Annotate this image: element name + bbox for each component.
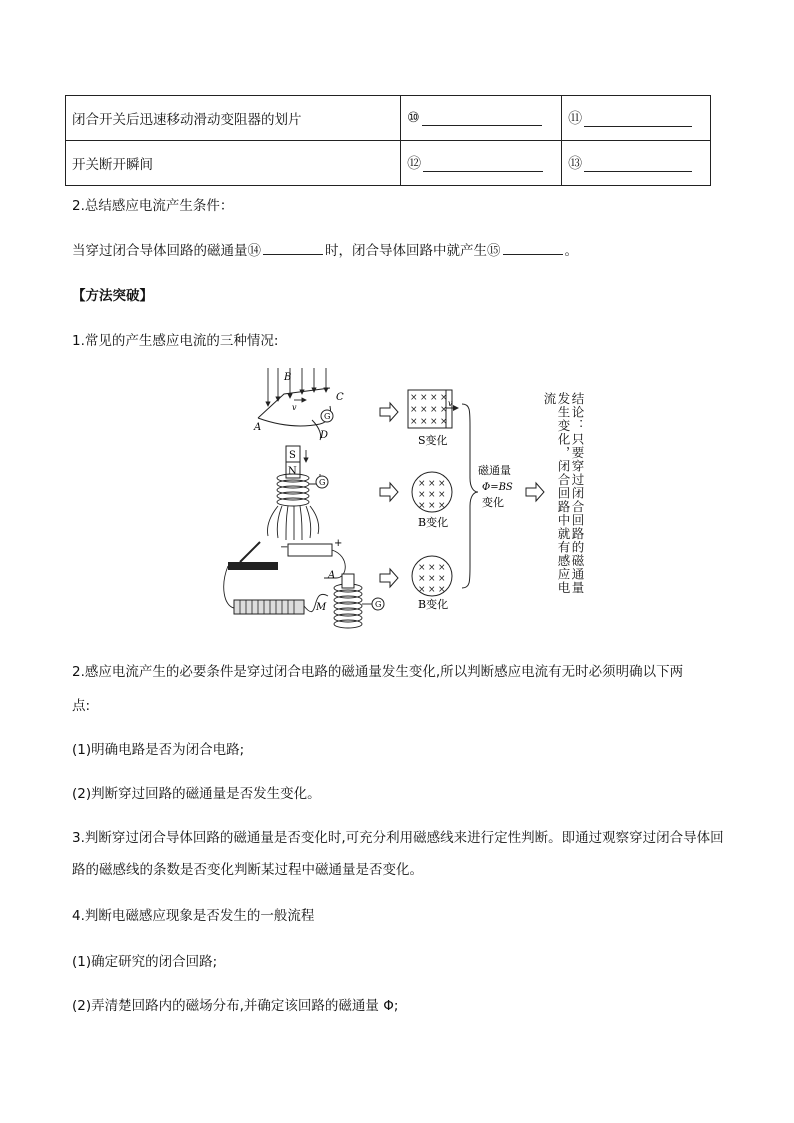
table-cell-condition: 开关断开瞬间 [66, 141, 401, 186]
circled-number: ⑭ [247, 243, 261, 259]
answer-blank[interactable] [422, 111, 542, 126]
table-row [66, 141, 711, 186]
figure-label: N [288, 466, 297, 477]
svg-text:×: × [428, 585, 436, 595]
flux-change: 变化 [482, 496, 504, 509]
caption: B变化 [418, 516, 449, 529]
circled-number: ⑩ [407, 110, 420, 126]
figure-label: C [336, 392, 344, 403]
scenario-moving-rod [253, 368, 344, 441]
svg-text:×: × [438, 585, 446, 595]
figure-label: v [292, 403, 297, 412]
flux-formula: Φ=BS [482, 482, 513, 493]
svg-text:×: × [428, 479, 436, 489]
answer-blank[interactable] [423, 157, 543, 172]
circled-number: ⑪ [568, 111, 583, 127]
svg-text:×: × [418, 501, 426, 511]
figure-label: G [375, 600, 382, 609]
svg-text:×: × [438, 479, 446, 489]
answer-blank[interactable] [584, 112, 692, 127]
figure-label: B [284, 372, 292, 383]
caption: S变化 [418, 434, 448, 447]
svg-text:×: × [440, 417, 448, 427]
answer-blank[interactable] [503, 240, 563, 255]
method-item-4-sub1: (1)确定研究的闭合回路; [72, 954, 218, 970]
svg-text:×: × [430, 393, 438, 403]
table-cell-blank [401, 141, 562, 186]
scenario-magnet-coil [267, 446, 328, 540]
svg-text:×: × [428, 563, 436, 573]
table-row [66, 96, 711, 141]
svg-text:×: × [418, 563, 426, 573]
figure-label: G [319, 478, 326, 487]
svg-text:×: × [410, 393, 418, 403]
scenario-circuit [224, 538, 384, 628]
svg-text:×: × [428, 490, 436, 500]
svg-text:×: × [418, 574, 426, 584]
method-item-2-line1: 2.感应电流产生的必要条件是穿过闭合电路的磁通量发生变化,所以判断感应电流有无时必须明确以下两 [72, 664, 684, 680]
figure-label: A [254, 422, 262, 433]
circled-number: ⑬ [568, 156, 583, 172]
square-loop-field [408, 390, 458, 447]
circular-loop-field [412, 556, 452, 611]
figure-label: D [320, 430, 329, 441]
figure-label: S [289, 450, 296, 461]
svg-text:×: × [410, 417, 418, 427]
table-cell-blank [562, 96, 711, 141]
figure-label: A [328, 570, 336, 581]
svg-text:×: × [420, 405, 428, 415]
table-cell-blank [401, 96, 562, 141]
summary-text-a: 当穿过闭合导体回路的磁通量 [72, 243, 248, 259]
summary-text-end: 。 [564, 243, 578, 259]
svg-text:×: × [430, 405, 438, 415]
summary-text-b: 时，闭合导体回路中就产生 [325, 243, 487, 259]
svg-text:×: × [440, 405, 448, 415]
svg-text:×: × [438, 574, 446, 584]
figure-label: M [316, 602, 327, 613]
svg-text:×: × [418, 479, 426, 489]
arrow-icon [380, 403, 544, 587]
method-item-2-sub2: (2)判断穿过回路的磁通量是否发生变化。 [72, 786, 321, 802]
flux-label: 磁通量 [478, 464, 511, 477]
answer-blank[interactable] [263, 240, 323, 255]
svg-text:×: × [438, 490, 446, 500]
induction-diagram [220, 366, 590, 641]
method-item-3: 3.判断穿过闭合导体回路的磁通量是否变化时,可充分利用磁感线来进行定性判断。即通过观察穿过闭合导体回路的磁感线的条数是否变化判断某过程中磁通量是否变化。 [72, 830, 724, 878]
figure-label: − [280, 542, 289, 553]
method-heading: 【方法突破】 [72, 288, 153, 304]
figure-label: G [324, 412, 331, 421]
caption: B变化 [418, 598, 449, 611]
svg-text:×: × [438, 563, 446, 573]
summary-sentence [72, 240, 578, 261]
circular-loop-field [412, 472, 452, 529]
experiment-table [65, 95, 711, 186]
svg-text:×: × [410, 405, 418, 415]
answer-blank[interactable] [584, 157, 692, 172]
method-item-2-sub1: (1)明确电路是否为闭合电路; [72, 742, 245, 758]
svg-text:×: × [418, 490, 426, 500]
summary-heading: 2.总结感应电流产生条件： [72, 198, 234, 214]
method-item-2-line2: 点: [72, 698, 91, 714]
table-cell-blank [562, 141, 711, 186]
method-item-1: 1.常见的产生感应电流的三种情况: [72, 333, 279, 349]
svg-text:×: × [420, 393, 428, 403]
svg-text:v: v [448, 399, 453, 408]
method-item-4-sub2: (2)弄清楚回路内的磁场分布,并确定该回路的磁通量 Φ; [72, 998, 399, 1014]
circled-number: ⑮ [487, 243, 501, 259]
svg-text:×: × [440, 393, 448, 403]
svg-text:×: × [430, 417, 438, 427]
circled-number: ⑫ [407, 156, 422, 172]
method-item-4: 4.判断电磁感应现象是否发生的一般流程 [72, 908, 315, 924]
svg-text:×: × [438, 501, 446, 511]
svg-text:×: × [428, 574, 436, 584]
conclusion-text: 结论：只要穿过闭合回路的磁通量发生变化，闭合回路中就有感应电流 [542, 392, 585, 595]
table-cell-condition: 闭合开关后迅速移动滑动变阻器的划片 [66, 96, 401, 141]
figure-label: + [334, 538, 343, 549]
brace [462, 404, 478, 588]
svg-text:×: × [428, 501, 436, 511]
svg-text:×: × [418, 585, 426, 595]
svg-text:×: × [420, 417, 428, 427]
